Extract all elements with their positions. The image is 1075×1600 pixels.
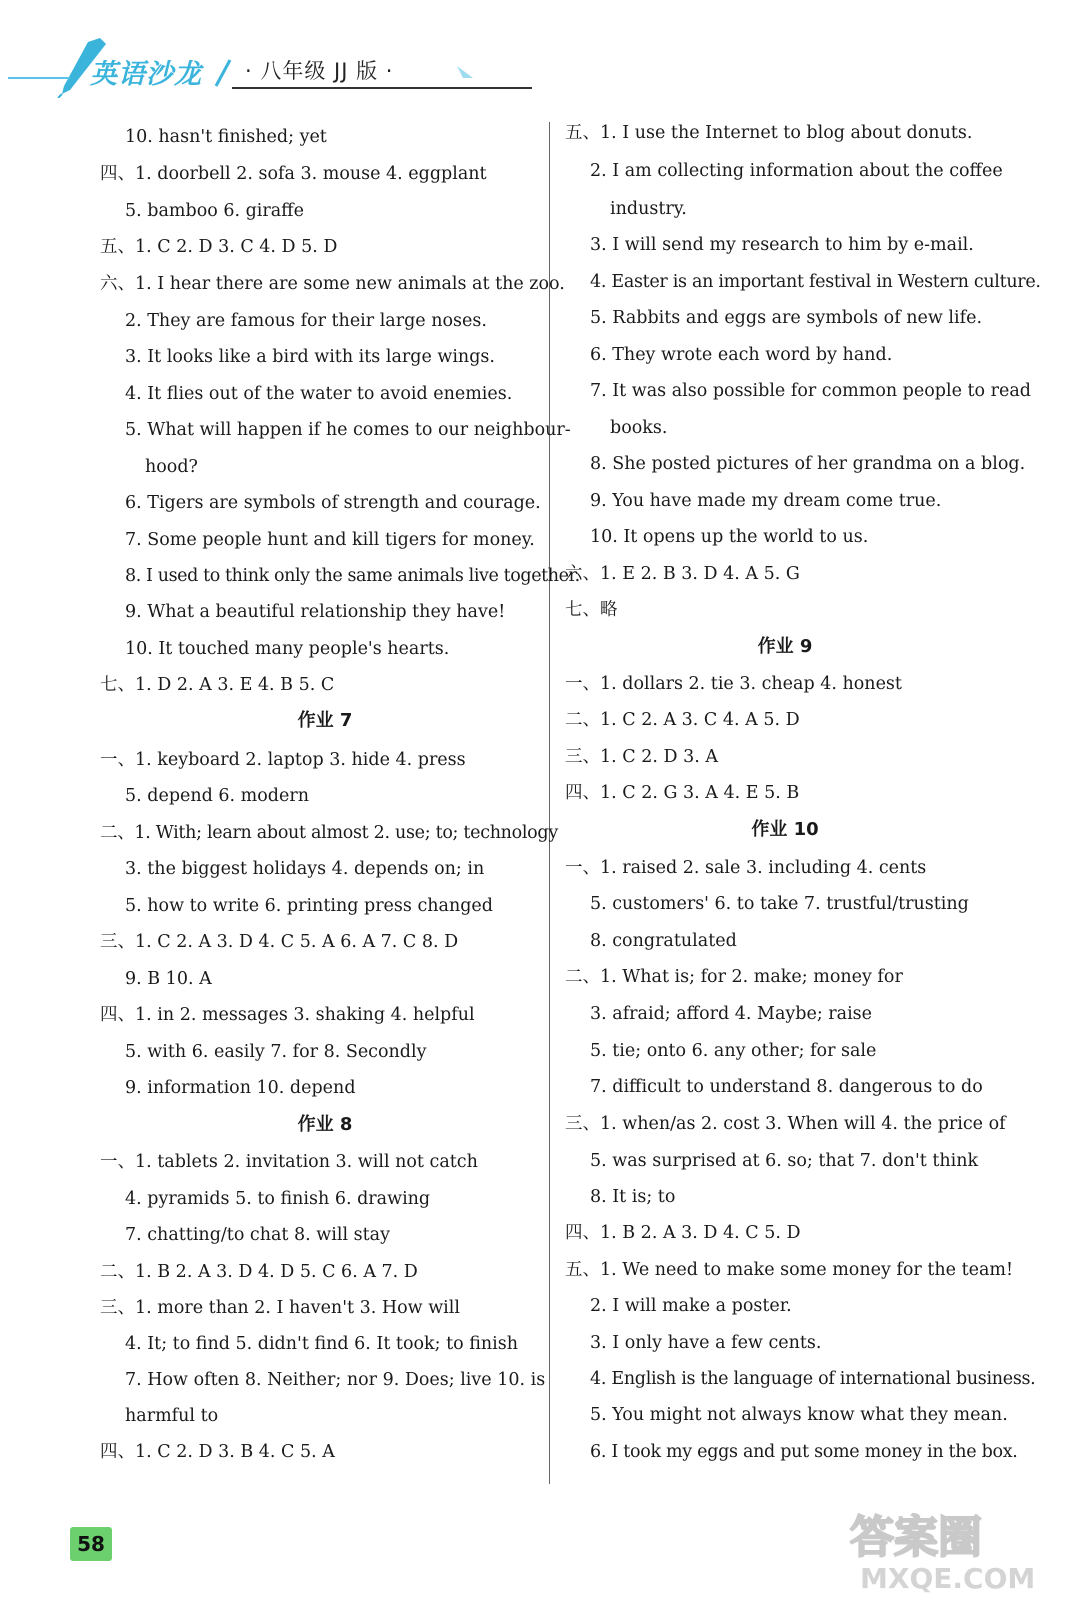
answer-line: 一、1. tablets 2. invitation 3. will not catch (100, 1152, 478, 1172)
answer-line: 3. I will send my research to him by e-mail. (590, 235, 974, 255)
answer-line: 8. She posted pictures of her grandma on a blog. (590, 454, 1026, 474)
watermark-url-text: MXQE.COM (860, 1562, 1036, 1595)
watermark-logo (820, 1500, 1060, 1595)
answer-line: 3. It looks like a bird with its large wings. (125, 347, 495, 367)
answer-line: 7. How often 8. Neither; nor 9. Does; live 10. is (125, 1370, 546, 1390)
answer-line: hood? (145, 457, 198, 477)
watermark-brand-text: 答案圈 (850, 1512, 982, 1563)
answer-line: 8. It is; to (590, 1187, 676, 1207)
answer-line: 三、1. C 2. A 3. D 4. C 5. A 6. A 7. C 8. D (100, 932, 459, 952)
answer-line: 四、1. C 2. G 3. A 4. E 5. B (565, 783, 800, 803)
answer-line: 五、1. We need to make some money for the team! (565, 1260, 1014, 1280)
answer-line: 四、1. B 2. A 3. D 4. C 5. D (565, 1223, 801, 1243)
answer-line: 8. I used to think only the same animals live together. (125, 566, 580, 586)
leaf-decoration-icon (455, 62, 477, 82)
answer-line: 2. They are famous for their large noses. (125, 311, 487, 331)
answer-line: 5. with 6. easily 7. for 8. Secondly (125, 1042, 427, 1062)
page-number: 58 (77, 1532, 105, 1556)
answer-line: 3. I only have a few cents. (590, 1333, 822, 1353)
answer-line: 8. congratulated (590, 931, 737, 951)
answer-line: books. (610, 418, 668, 438)
section-heading: 作业 8 (297, 1114, 353, 1135)
answer-line: 六、1. I hear there are some new animals at the zoo. (100, 274, 565, 294)
answer-line: 5. depend 6. modern (125, 786, 309, 806)
header-rule (232, 87, 532, 89)
answer-line: 2. I am collecting information about the coffee (590, 161, 1003, 181)
brand-title: 英语沙龙 (90, 59, 202, 90)
answer-line: 一、1. dollars 2. tie 3. cheap 4. honest (565, 674, 902, 694)
answer-line: 10. hasn't finished; yet (125, 127, 327, 147)
answer-line: 5. how to write 6. printing press changed (125, 896, 493, 916)
answer-line: 7. Some people hunt and kill tigers for money. (125, 530, 535, 550)
answer-line: 5. tie; onto 6. any other; for sale (590, 1041, 877, 1061)
answer-line: 2. I will make a poster. (590, 1296, 792, 1316)
answer-line: 10. It touched many people's hearts. (125, 639, 450, 659)
answer-line: 9. What a beautiful relationship they have! (125, 602, 506, 622)
answer-line: 9. information 10. depend (125, 1078, 356, 1098)
answer-line: 4. Easter is an important festival in Western culture. (590, 272, 1041, 292)
answer-line: 五、1. C 2. D 3. C 4. D 5. D (100, 237, 338, 257)
answer-line: 3. the biggest holidays 4. depends on; in (125, 859, 485, 879)
answer-line: industry. (610, 199, 687, 219)
answer-line: 二、1. With; learn about almost 2. use; to; technology (100, 823, 558, 843)
answer-line: 三、1. more than 2. I haven't 3. How will (100, 1298, 460, 1318)
answer-line: 一、1. keyboard 2. laptop 3. hide 4. press (100, 750, 466, 770)
answer-line: 七、略 (565, 600, 618, 620)
answer-line: 五、1. I use the Internet to blog about donuts. (565, 123, 973, 143)
answer-line: 5. Rabbits and eggs are symbols of new life. (590, 308, 983, 328)
answer-line: 6. Tigers are symbols of strength and courage. (125, 493, 541, 513)
answer-line: 7. difficult to understand 8. dangerous to do (590, 1077, 983, 1097)
answer-line: harmful to (125, 1406, 219, 1426)
answer-line: 二、1. B 2. A 3. D 4. D 5. C 6. A 7. D (100, 1262, 418, 1282)
answer-line: 二、1. What is; for 2. make; money for (565, 967, 903, 987)
answer-line: 7. chatting/to chat 8. will stay (125, 1225, 390, 1245)
column-divider (549, 122, 550, 1484)
section-heading: 作业 10 (751, 819, 819, 840)
answer-line: 4. It; to find 5. didn't find 6. It took; to finish (125, 1334, 519, 1354)
section-heading: 作业 9 (757, 636, 813, 657)
answer-line: 5. customers' 6. to take 7. trustful/trusting (590, 894, 969, 914)
answer-line: 5. You might not always know what they mean. (590, 1405, 1008, 1425)
answer-line: 四、1. in 2. messages 3. shaking 4. helpful (100, 1005, 475, 1025)
answer-line: 3. afraid; afford 4. Maybe; raise (590, 1004, 873, 1024)
answer-line: 六、1. E 2. B 3. D 4. A 5. G (565, 564, 800, 584)
grade-label: · 八年级 JJ 版 · (245, 59, 394, 83)
answer-line: 5. bamboo 6. giraffe (125, 201, 304, 221)
answer-line: 二、1. C 2. A 3. C 4. A 5. D (565, 710, 800, 730)
answer-line: 三、1. when/as 2. cost 3. When will 4. the price of (565, 1114, 1006, 1134)
answer-line: 9. B 10. A (125, 969, 212, 989)
answer-line: 6. They wrote each word by hand. (590, 345, 893, 365)
answer-line: 6. I took my eggs and put some money in the box. (590, 1442, 1018, 1462)
page-header (0, 0, 1075, 110)
brand-underline (8, 77, 70, 79)
answer-line: 四、1. doorbell 2. sofa 3. mouse 4. eggplant (100, 164, 487, 184)
answer-line: 5. was surprised at 6. so; that 7. don't think (590, 1151, 979, 1171)
slash-decoration-icon (210, 58, 238, 88)
answer-line: 10. It opens up the world to us. (590, 527, 869, 547)
answer-line: 七、1. D 2. A 3. E 4. B 5. C (100, 675, 335, 695)
answer-line: 三、1. C 2. D 3. A (565, 747, 718, 767)
answer-line: 5. What will happen if he comes to our neighbour- (125, 420, 571, 440)
answer-line: 4. pyramids 5. to finish 6. drawing (125, 1189, 431, 1209)
answer-line: 4. It flies out of the water to avoid enemies. (125, 384, 513, 404)
answer-line: 7. It was also possible for common people to read (590, 381, 1031, 401)
answer-line: 4. English is the language of international business. (590, 1369, 1036, 1389)
answer-line: 一、1. raised 2. sale 3. including 4. cents (565, 858, 927, 878)
answer-line: 四、1. C 2. D 3. B 4. C 5. A (100, 1442, 335, 1462)
section-heading: 作业 7 (297, 710, 353, 731)
page-number-badge (70, 1527, 112, 1561)
answer-line: 9. You have made my dream come true. (590, 491, 942, 511)
